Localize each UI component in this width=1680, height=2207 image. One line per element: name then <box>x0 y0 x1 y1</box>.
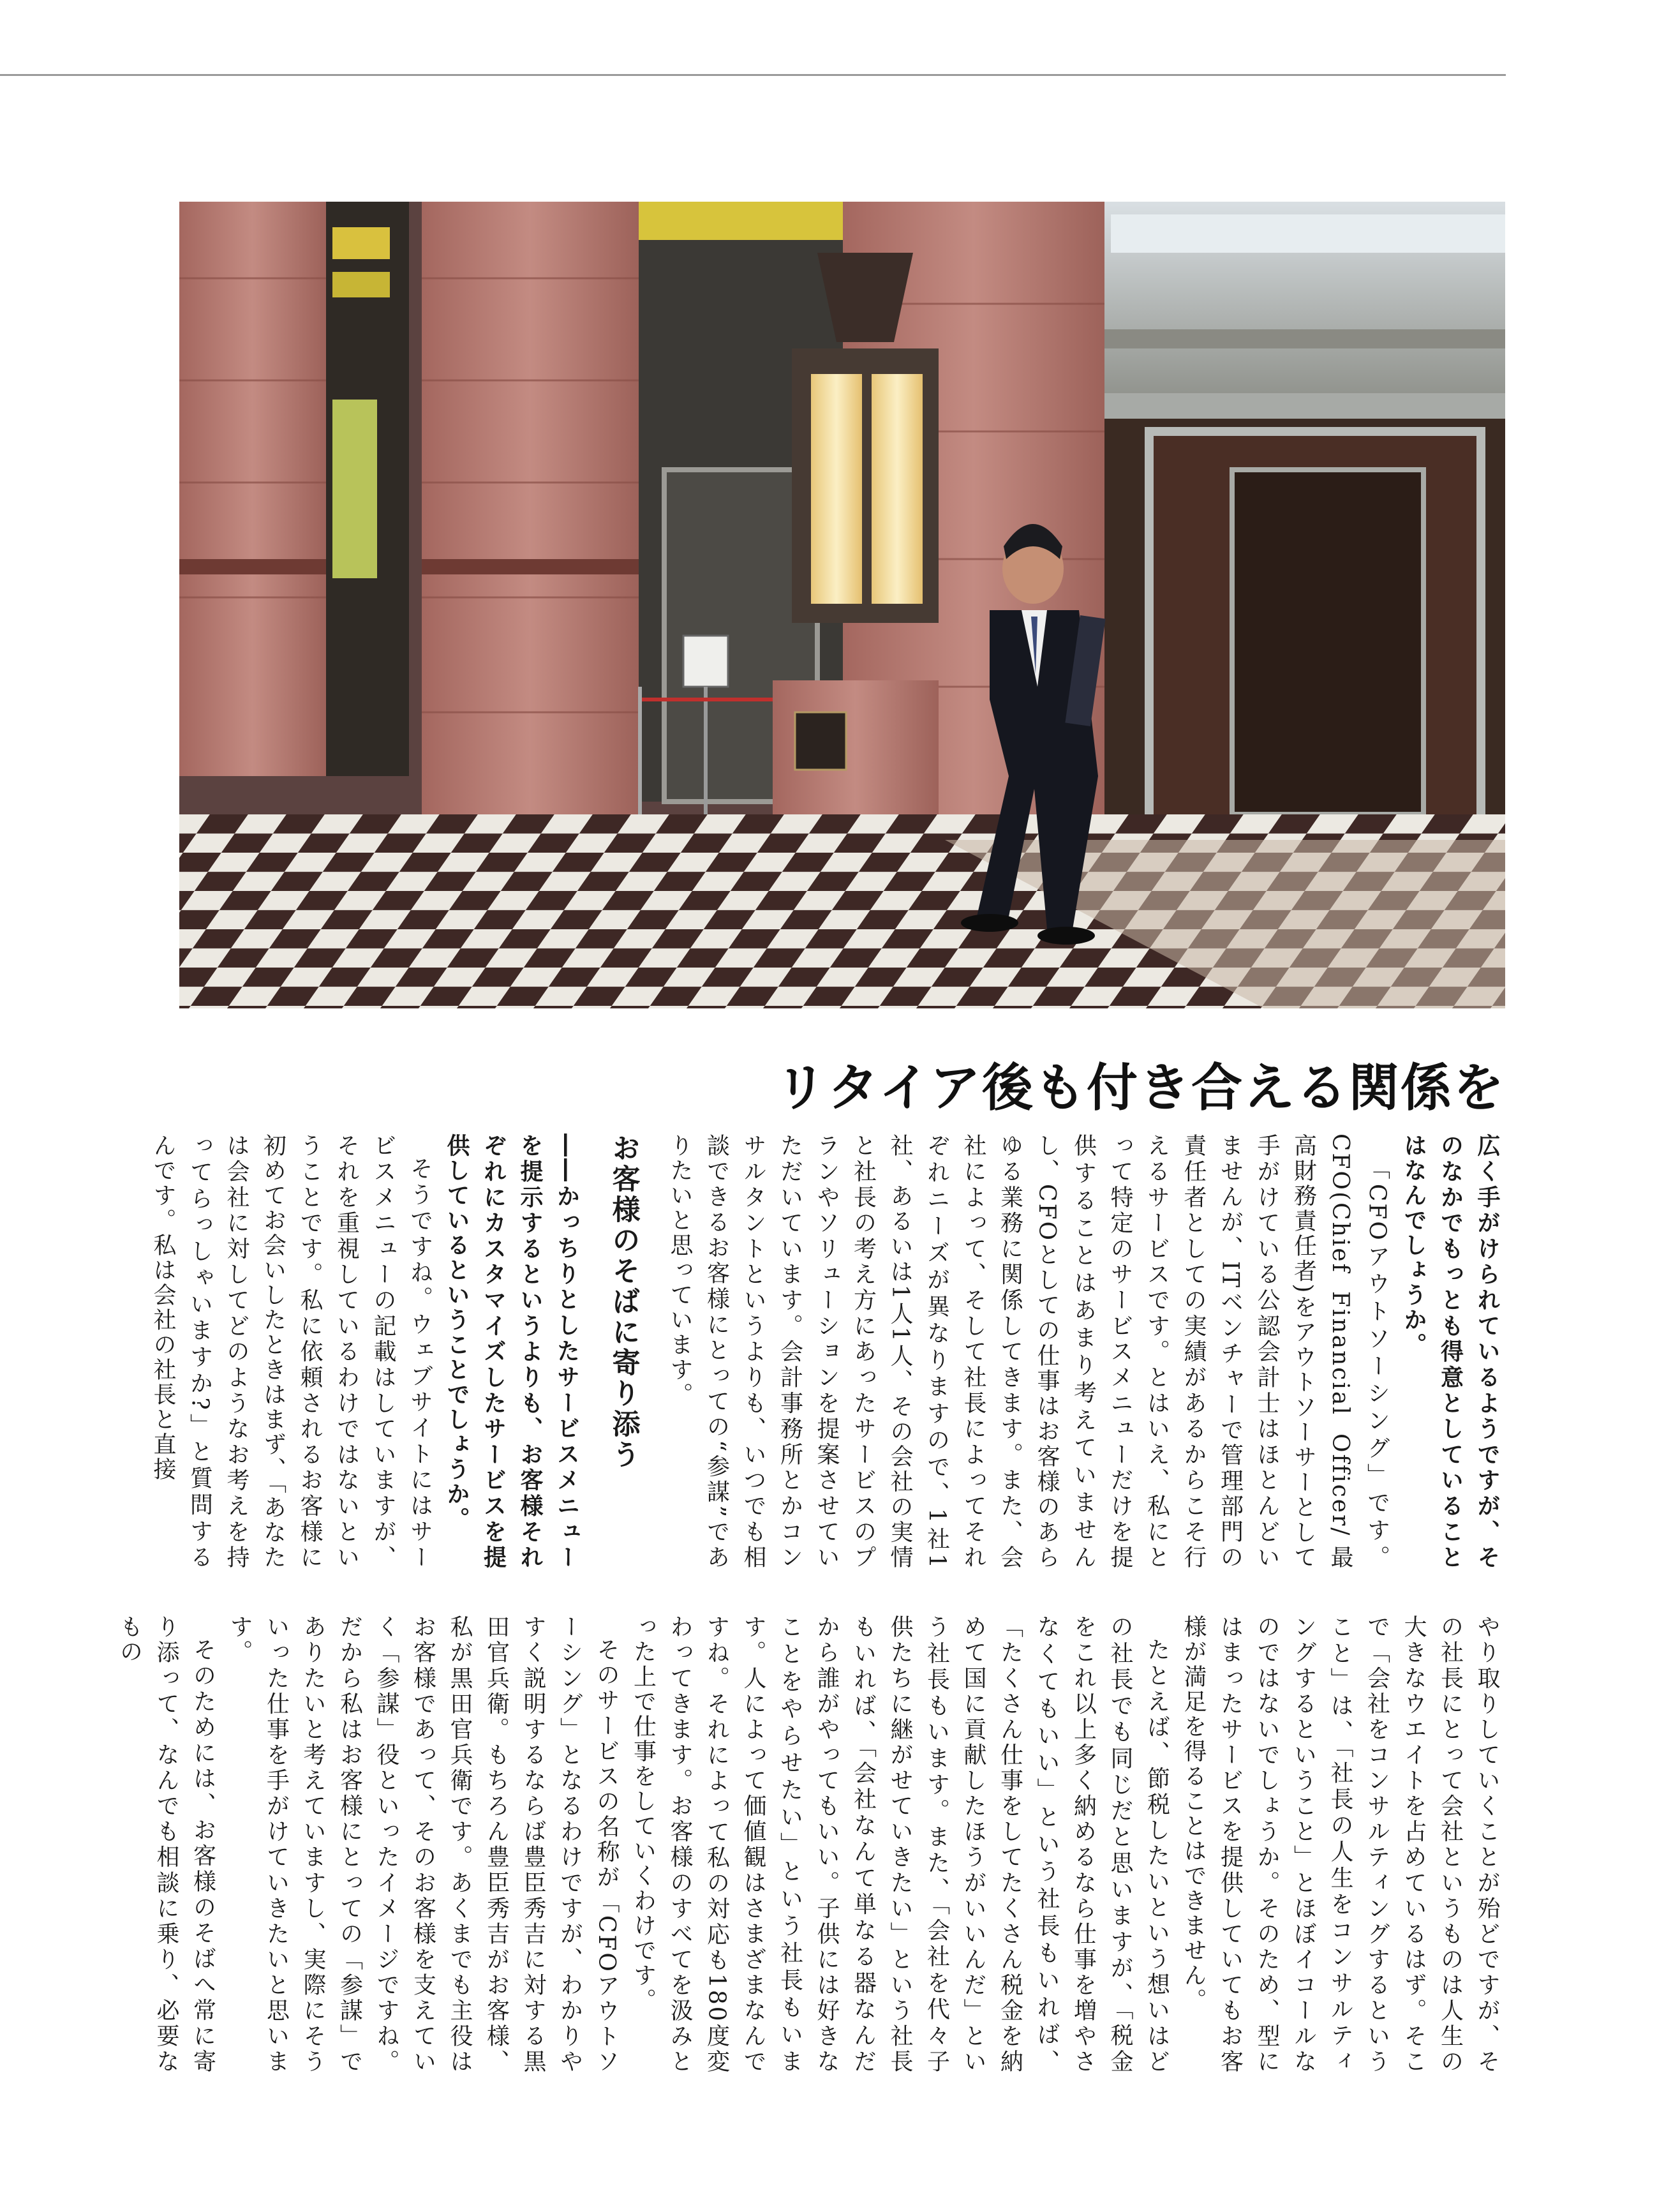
top-rule <box>0 74 1506 76</box>
answer-paragraph: そのサービスの名称が「CFOアウトソーシング」となるわけですが、わかりやすく説明するならば豊臣秀吉に対する黒田官兵衛。もちろん豊臣秀吉がお客様、私が黒田官兵衛です。あくまでも主役はお客様であって、そのお客様を支えていく「参謀」役といったイメージですね。だから私はお客様にとっての「参謀」でありたいと考えていますし、実際にそういった仕事を手がけていきたいと思います。 <box>227 1615 620 2075</box>
article-upper-block <box>150 1133 1505 1570</box>
photo-building-entrance <box>179 202 1505 1008</box>
answer-paragraph: たとえば、節税したいという想いはどの社長でも同じだと思いますが、「税金をこれ以上多く納めるなら仕事を増やさなくてもいい」という社長もいれば、「たくさん仕事をしてたくさん税金を納めて国に貢献したほうがいいんだ」という社長もいます。また、「会社を代々子供たちに継がせていきたい」という社長もいれば、「会社なんて単なる器なんだから誰がやってもいい。子供には好きなことをやらせたい」という社長もいます。人によって価値観はさまざまなんですね。それによって私の対応も180度変わってきます。お客様のすべてを汲みとった上で仕事をしていくわけです。 <box>630 1615 1170 2074</box>
answer-paragraph: そのためには、お客様のそばへ常に寄り添って、なんでも相談に乗り、必要なもの <box>116 1615 216 2074</box>
interview-question: 広く手がけられているようですが、そのなかでもっとも得意としていることはなんでしょうか。 <box>1401 1133 1500 1570</box>
section-heading: お客様のそばに寄り添う <box>607 1133 640 1470</box>
interview-question: ――かっちりとしたサービスメニューを提示するというよりも、お客様それぞれにカスタマイズしたサービスを提供しているということでしょうか。 <box>443 1133 580 1570</box>
answer-paragraph: そうですね。ウェブサイトにはサービスメニューの記載はしていますが、それを重視しているわけではないということです。私に依頼されるお客様に初めてお会いしたときはまず、「あなたは会社に対してどのようなお考えを持ってらっしゃいますか?」と質問するんです。私は会社の社長と直接 <box>150 1133 433 1570</box>
headline: リタイア後も付き合える関係を <box>775 1058 1505 1118</box>
answer-paragraph: 「CFOアウトソーシング」です。CFO(Chief Financial Officer/最高財務責任者)をアウトソーサーとして手がけている公認会計士はほとんどいませんが、ITベンチャーで管理部門の責任者としての実績があるからこそ行えるサービスです。とはいえ、私にとって特定のサービスメニューだけを提供することはあまり考えていませんし、CFOとしての仕事はお客様のあらゆる業務に関係してきます。また、会社によって、そして社長によってそれぞれニーズが異なりますので、1社1社、あるいは1人1人、その会社の実情と社長の考え方にあったサービスのプランやソリューションを提案させていただいています。会計事務所とかコンサルタントというよりも、いつでも相談できるお客様にとっての“参謀”でありたいと思っています。 <box>667 1133 1390 1570</box>
answer-paragraph-continued: やり取りしていくことが殆どですが、その社長にとって会社というものは人生の大きなウエイトを占めているはず。そこで「会社をコンサルティングするということ」は、「社長の人生をコンサルティングするということ」とほぼイコールなのではないでしょうか。そのため、型にはまったサービスを提供していてもお客様が満足を得ることはできません。 <box>1180 1615 1500 2074</box>
photo-illustration <box>179 202 1505 1008</box>
article-lower-block <box>116 1615 1505 2075</box>
